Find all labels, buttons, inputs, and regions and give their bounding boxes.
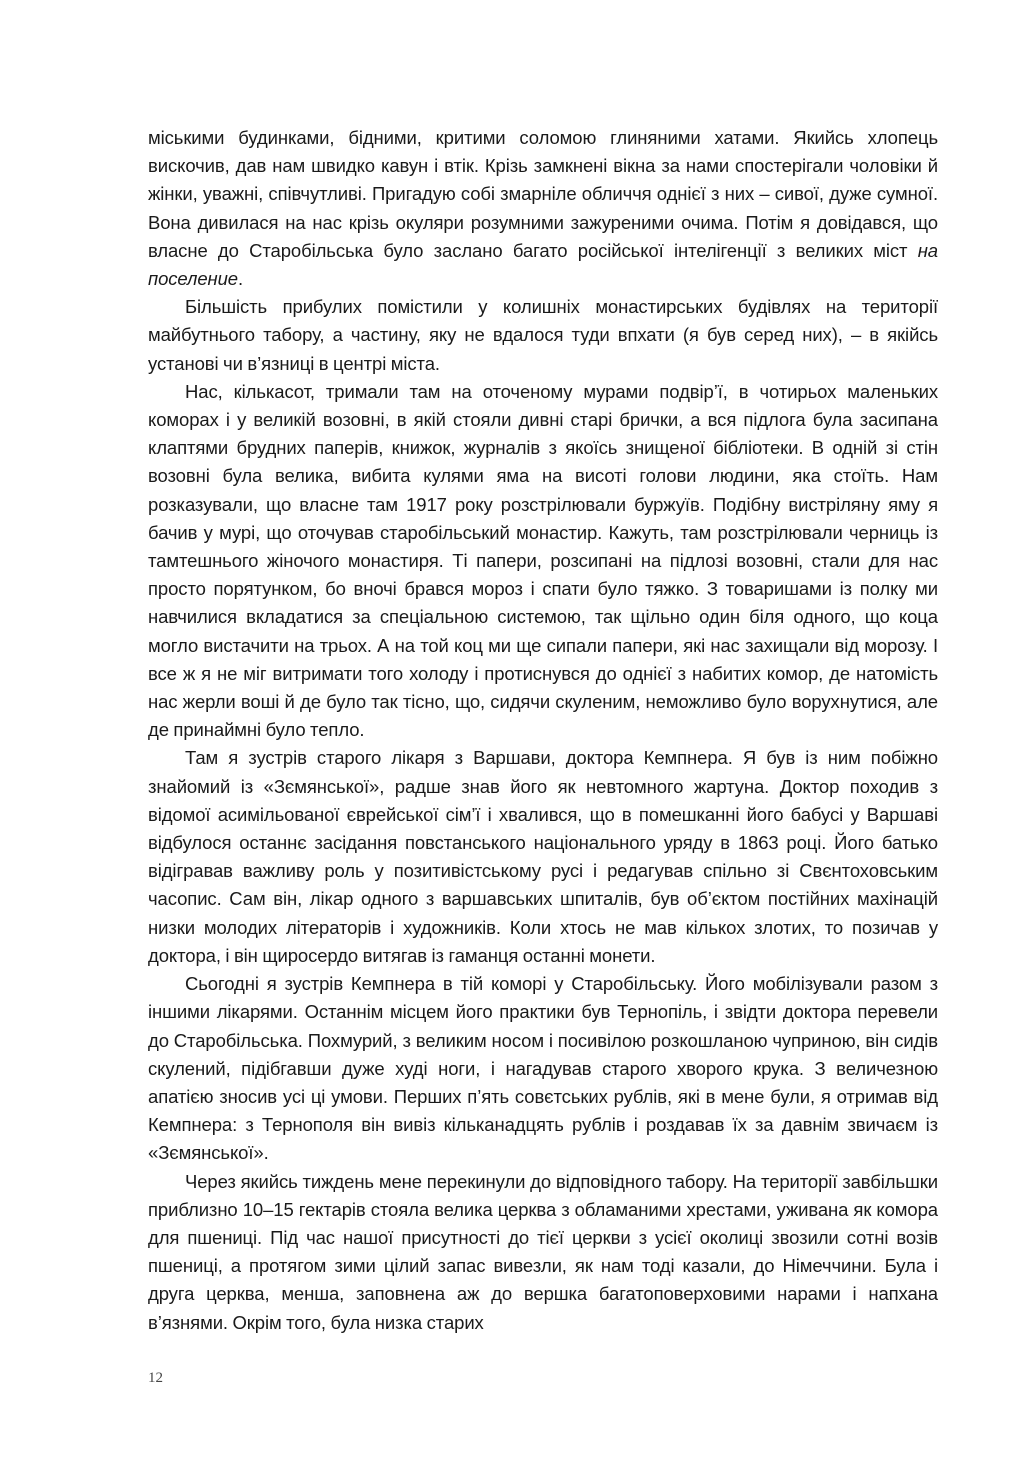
paragraph-3: Нас, кількасот, тримали там на оточеному мурами подвір’ї, в чотирьох маленьких коморах і у великій возовні, в якій стояли дивні старі брички, а вся підлога була засипана клаптями брудних паперів, книжок, журналів з якоїсь знищеної бібліотеки. В одній зі стін возовні була велика, вибита кулями яма на висоті голови людини, яка стоїть. Нам розказували, що власне там 1917 року розстрілювали буржуїв. Подібну вистріляну яму я бачив у мурі, що оточував старобільський монастир. Кажуть, там розстрілювали черниць із тамтешнього жіночого монастиря. Ті папери, розсипані на підлозі возовні, стали для нас просто порятунком, бо вночі брався мороз і спати було тяжко. З товаришами із полку ми навчилися вкладатися за спеціальною системою, так щільно один біля одного, що коца могло вистачити на трьох. А на той коц ми ще сипали папери, які нас захищали від морозу. І все ж я не міг витримати того холоду і протиснувся до однієї з набитих комор, де натомість нас жерли воші й де було так тісно, що, сидячи скуленим, неможливо було ворухнутися, але де принаймні було тепло. — [148, 380, 938, 741]
paragraph-1-text: міськими будинками, бідними, критими соломою глиняними хатами. Якийсь хлопець вискочив, дав нам швидко кавун і втік. Крізь замкнені вікна за нами спостерігали чоловіки й жінки, уважні, співчутливі. Пригадую собі змарніле обличчя однієї з них – сивої, дуже сумної. Вона дивилася на нас крізь окуляри розумними зажуреними очима. Потім я довідався, що власне до Старобільська було заслано багато російської інтелігенції з великих міст — [148, 127, 938, 261]
paragraph-5: Сьогодні я зустрів Кемпнера в тій коморі у Старобільську. Його мобілізували разом з іншими лікарями. Останнім місцем його практики був Тернопіль, і звідти доктора перевели до Старобільська. Похмурий, з великим носом і посивілою розкошланою чуприною, він сидів скулений, підібгавши дуже худі ноги, і нагадував старого хворого крука. З величезною апатією зносив усі ці умови. Перших п’ять совєтських рублів, які в мене були, я отримав від Кемпнера: з Тернополя він вивіз кільканадцять рублів і роздавав їх за давнім звичаєм із «Зємянської». — [148, 973, 938, 1164]
page-body — [148, 124, 938, 1337]
page-number: 12 — [148, 1370, 163, 1386]
paragraph-1 — [148, 124, 938, 293]
paragraph-2: Більшість прибулих помістили у колишніх монастирських будівлях на території майбутнього табору, а частину, яку не вдалося туди впхати (я був серед них), – в якійсь установі чи в’язниці в центрі міста. — [148, 296, 938, 374]
paragraph-6: Через якийсь тиждень мене перекинули до відповідного табору. На території завбільшки приблизно 10–15 гектарів стояла велика церква з обламаними хрестами, уживана як комора для пшениці. Під час нашої присутності до тієї церкви з усієї околиці звозили сотні возів пшениці, а протягом зими цілий запас вивезли, як нам тоді казали, до Німеччини. Була і друга церква, менша, заповнена аж до вершка багатоповерховими нарами і напхана в’язнями. Окрім того, була низка старих — [148, 1170, 938, 1333]
paragraph-4: Там я зустрів старого лікаря з Варшави, доктора Кемпнера. Я був із ним побіжно знайомий із «Зємянської», радше знав його як невтомного жартуна. Доктор походив з відомої асимільованої єврейської сім’ї і хвалився, що в помешканні його бабусі у Варшаві відбулося останнє засідання повстанського національного уряду в 1863 році. Його батько відігравав важливу роль у позитивістському русі і редагував спільно зі Свєнтоховським часопис. Сам він, лікар одного з варшавських шпиталів, був об’єктом постійних махінацій низки молодих літераторів і художників. Коли хтось не мав кількох злотих, то позичав у доктора, і він щиросердо витягав із гаманця останні монети. — [148, 747, 938, 966]
paragraph-1-tail: . — [237, 268, 244, 290]
paragraph-1-emphasis: на поселение — [148, 239, 938, 290]
